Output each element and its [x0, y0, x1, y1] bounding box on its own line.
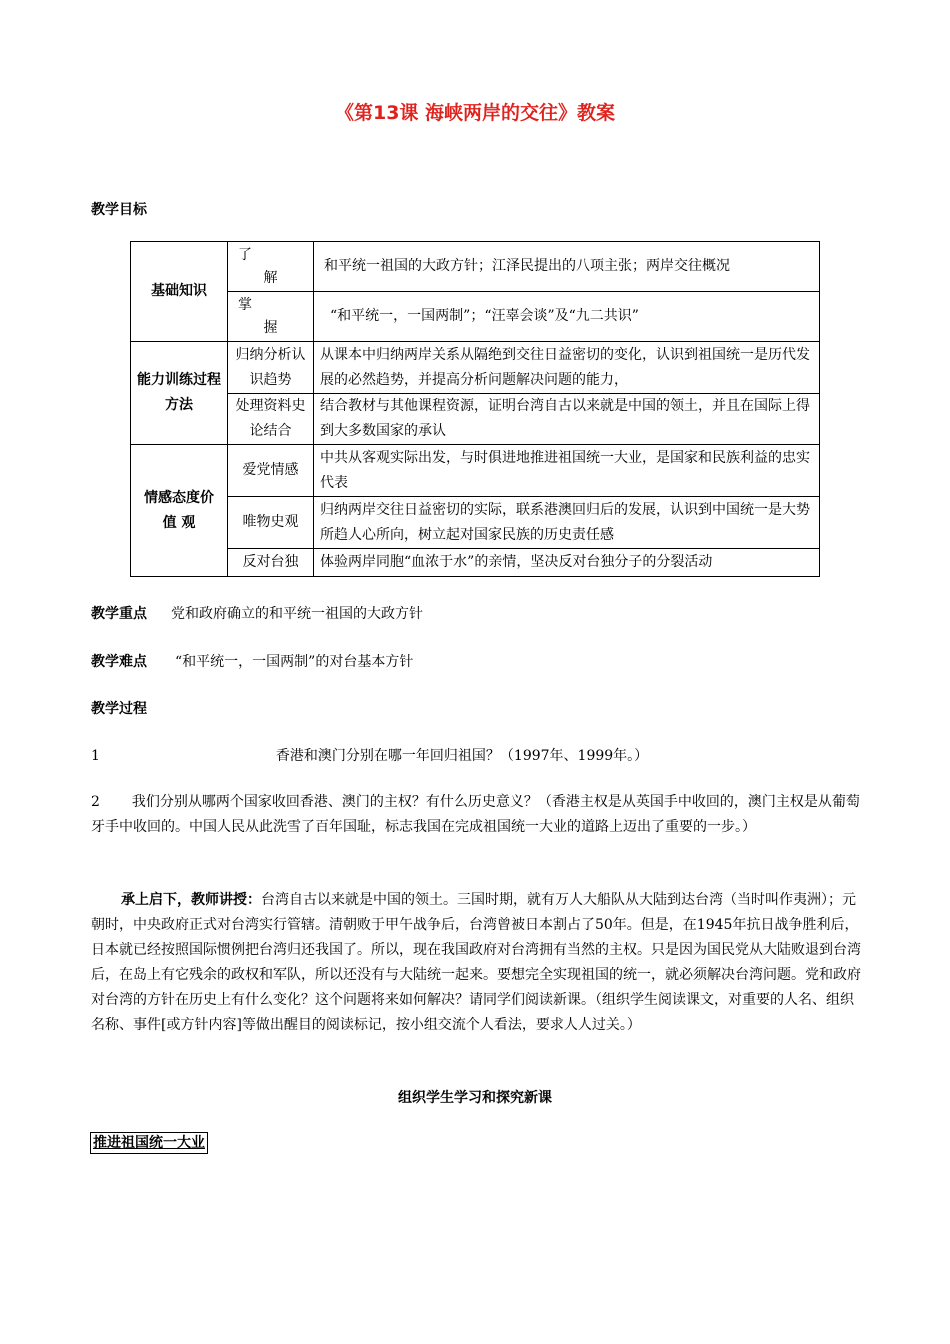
- content-materials: 结合教材与其他课程资源，证明台湾自古以来就是中国的领土，并且在国际上得到大多数国家的承认: [314, 394, 820, 445]
- sub-materialism: 唯物史观: [228, 497, 314, 549]
- question-1: [91, 744, 867, 769]
- transition-text: 台湾自古以来就是中国的领土。三国时期，就有万人大船队从大陆到达台湾（当时叫作夷洲）；元朝时，中央政府正式对台湾实行管辖。清朝败于甲午战争后，台湾曾被日本割占了50年。但是，在1945年抗日战争胜利后，日本就已经按照国际惯例把台湾归还我国了。所以，现在我国政府对台湾拥有当然的主权。只是因为国民党从大陆败退到台湾后，在岛上有它残余的政权和军队，所以还没有与大陆统一起来。要想完全实现祖国的统一，就必须解决台湾问题。党和政府对台湾的方针在历史上有什么变化？这个问题将来如何解决？请同学们阅读新课。（组织学生阅读课文，对重要的人名、组织名称、事件[或方针内容]等做出醒目的阅读标记，按小组交流个人看法，要求人人过关。）: [91, 892, 861, 1033]
- goals-heading: 教学目标: [91, 202, 147, 218]
- category-attitude: 情感态度价 值 观: [131, 445, 228, 577]
- transition-paragraph: [91, 888, 867, 1038]
- table-row: [131, 445, 820, 497]
- table-row: [131, 394, 820, 445]
- content-understand: 和平统一祖国的大政方针；江泽民提出的八项主张；两岸交往概况: [314, 242, 820, 292]
- q2-number: 2: [91, 794, 100, 810]
- sub-master: 掌 握: [228, 292, 314, 342]
- sub-understand: 了 解: [228, 242, 314, 292]
- sub-induction: 归纳分析认识趋势: [228, 342, 314, 394]
- content-love-party: 中共从客观实际出发，与时俱进地推进祖国统一大业，是国家和民族利益的忠实代表: [314, 445, 820, 497]
- table-row: [131, 342, 820, 394]
- category-ability: 能力训练过程方法: [131, 342, 228, 445]
- table-row: [131, 242, 820, 292]
- table-row: [131, 497, 820, 549]
- process-heading: 教学过程: [91, 701, 147, 717]
- content-induction: 从课本中归纳两岸关系从隔绝到交往日益密切的变化，认识到祖国统一是历代发展的必然趋势，并提高分析问题解决问题的能力，: [314, 342, 820, 394]
- difficult-points: [91, 651, 413, 671]
- content-oppose: 体验两岸同胞“血浓于水”的亲情，坚决反对台独分子的分裂活动: [314, 549, 820, 577]
- difficulty-text: “和平统一，一国两制”的对台基本方针: [175, 654, 414, 670]
- goals-table: [130, 241, 820, 577]
- new-lesson-heading: 组织学生学习和探究新课: [398, 1090, 552, 1106]
- subsection-title: 推进祖国统一大业: [90, 1132, 208, 1154]
- key-text: 党和政府确立的和平统一祖国的大政方针: [171, 606, 423, 622]
- key-label: 教学重点: [91, 606, 147, 622]
- category-basic-knowledge: 基础知识: [131, 242, 228, 342]
- q2-text: 我们分别从哪两个国家收回香港、澳门的主权？有什么历史意义？（香港主权是从英国手中收回的，澳门主权是从葡萄牙手中收回的。中国人民从此洗雪了百年国耻，标志我国在完成祖国统一大业的道路上迈出了重要的一步。）: [91, 794, 860, 835]
- q1-number: 1: [91, 748, 100, 764]
- sub-materials: 处理资料史论结合: [228, 394, 314, 445]
- question-2: [91, 790, 867, 840]
- key-points: [91, 603, 423, 623]
- page-title: 《第13课 海峡两岸的交往》教案: [334, 102, 616, 124]
- q1-text: 香港和澳门分别在哪一年回归祖国？（1997年、1999年。）: [275, 748, 649, 764]
- table-row: [131, 549, 820, 577]
- sub-oppose: 反对台独: [228, 549, 314, 577]
- table-row: [131, 292, 820, 342]
- sub-love-party: 爱党情感: [228, 445, 314, 497]
- difficulty-label: 教学难点: [91, 654, 147, 670]
- content-materialism: 归纳两岸交往日益密切的实际，联系港澳回归后的发展，认识到中国统一是大势所趋人心所向，树立起对国家民族的历史责任感: [314, 497, 820, 549]
- transition-lead: 承上启下，教师讲授：: [121, 892, 261, 908]
- content-master: “和平统一，一国两制”；“汪辜会谈”及“九二共识”: [314, 292, 820, 342]
